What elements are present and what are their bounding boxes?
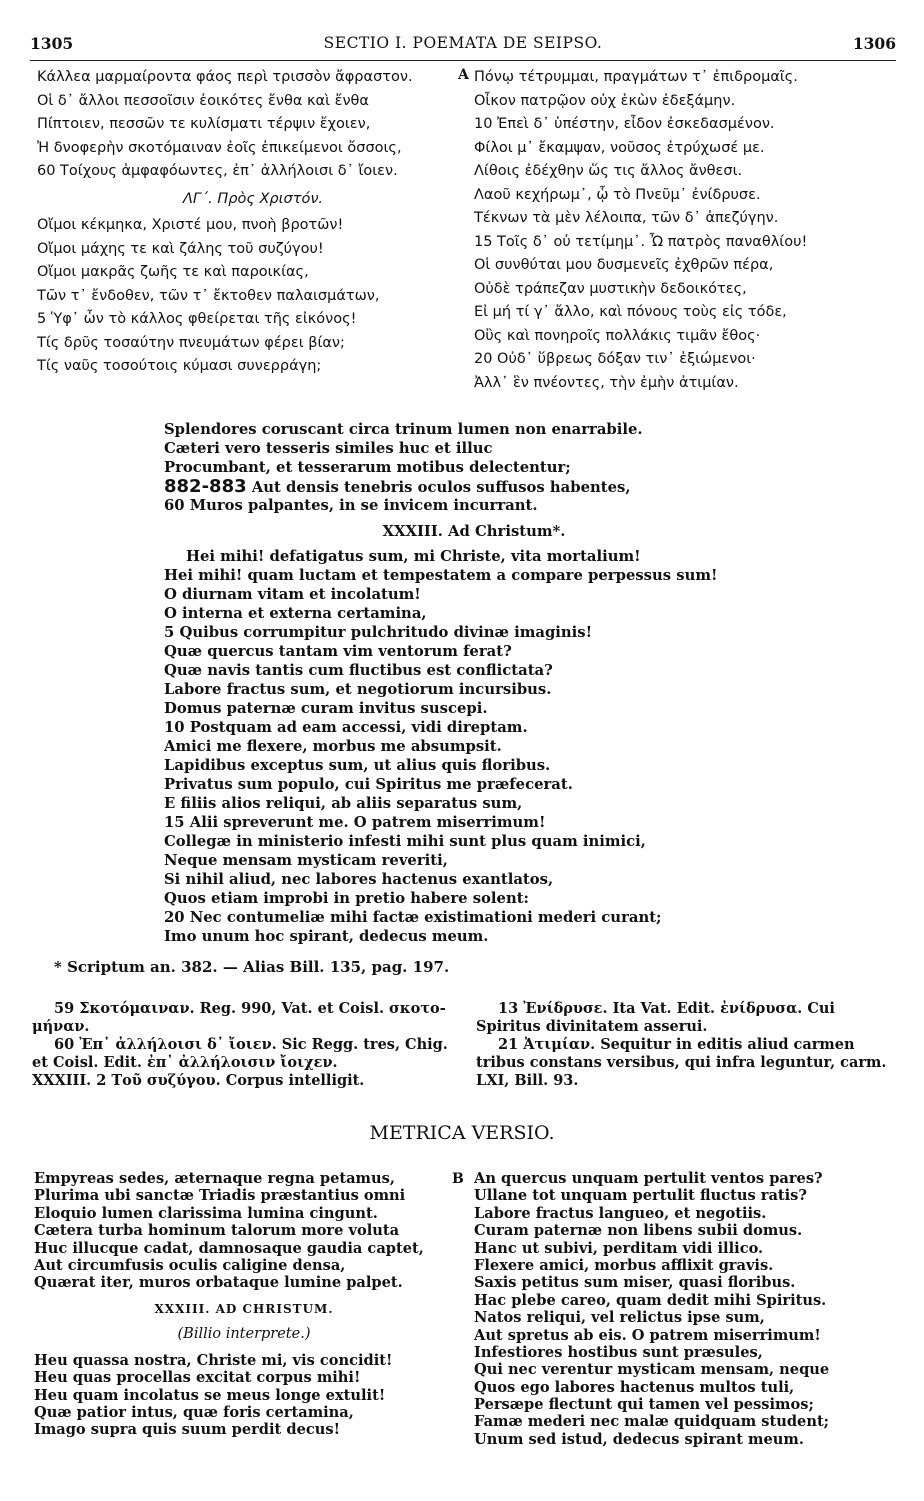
metrica-verse-line: Plurima ubi sanctæ Triadis præstantius omni	[34, 1187, 406, 1205]
critical-note: 13 Ἐνίδρυσε. Ita Vat. Edit. ἐνίδρυσα. Cui Spiritus divinitatem asserui.	[476, 1000, 835, 1035]
latin-verse-line: Si nihil aliud, nec labores hactenus exantlatos,	[164, 871, 554, 888]
latin-verse-line: O diurnam vitam et incolatum!	[164, 586, 421, 603]
metrica-verse-line: Infestiores hostibus sunt præsules,	[474, 1343, 763, 1361]
greek-verse-line: Οἱ δ᾽ ἄλλοι πεσσοῖσιν ἐοικότες ἔνθα καὶ ἔνθα	[37, 92, 369, 109]
metrica-heading: METRICA VERSIO.	[369, 1122, 555, 1144]
column-reference-number: 882-883	[164, 476, 247, 497]
greek-verse-line: Εἰ μή τί γ᾽ ἄλλο, καὶ πόνους τοὺς εἰς τόδε,	[474, 304, 787, 320]
metrica-verse-line: Heu quassa nostra, Christe mi, vis concidit!	[34, 1351, 393, 1369]
latin-verse-line: Domus paternæ curam invitus suscepi.	[164, 700, 488, 717]
metrica-right-column	[474, 1170, 894, 1448]
critical-note: 21 Ἀτιμίαν. Sequitur in editis aliud carmen tribus constans versibus, qui infra leguntur, carm. LXI, Bill. 93.	[476, 1036, 887, 1089]
greek-poem-title: ΛΓ΄. Πρὸς Χριστόν.	[182, 190, 324, 207]
metrica-verse-line: Aut circumfusis oculis caligine densa,	[34, 1256, 346, 1274]
latin-verse-line: 15 Alii spreverunt me. O patrem miserrimum!	[164, 814, 546, 831]
critical-notes-left	[32, 1000, 452, 1090]
latin-verse-line: Hei mihi! defatigatus sum, mi Christe, vita mortalium!	[186, 548, 641, 565]
metrica-verse-line: Ullane tot unquam pertulit fluctus ratis?	[474, 1187, 807, 1205]
metrica-verse-line: Heu quas procellas excitat corpus mihi!	[34, 1369, 361, 1387]
latin-verse-line: Labore fractus sum, et negotiorum incursibus.	[164, 681, 552, 698]
greek-verse-line: Ἠ δνοφερὴν σκοτόμαιναν ἐοῖς ἐπικείμενοι ὄσσοις,	[37, 139, 402, 156]
header-rule	[30, 60, 896, 61]
latin-verse-line: Collegæ in ministerio infesti mihi sunt plus quam inimici,	[164, 833, 646, 850]
greek-verse-line: 60 Τοίχους ἀμφαφόωντες, ἐπ᾽ ἀλλήλοισι δ᾽ ἴοιεν.	[37, 163, 398, 179]
latin-verse-line: Lapidibus exceptus sum, ut alius quis floribus.	[164, 757, 551, 774]
latin-verse-line: E filiis alios reliqui, ab aliis separatus sum,	[164, 795, 523, 812]
footnote-date: * Scriptum an. 382. — Alias Bill. 135, pag. 197.	[54, 958, 450, 976]
metrica-verse-line: Cætera turba hominum talorum more voluta	[34, 1222, 400, 1240]
margin-letter-a: A	[458, 67, 469, 83]
greek-verse-line: Οἴμοι μάχης τε καὶ ζάλης τοῦ συζύγου!	[37, 240, 324, 257]
greek-verse-line: Οἶκον πατρῷον οὐχ ἑκὼν ἐδεξάμην.	[474, 92, 736, 109]
latin-translation	[164, 420, 784, 946]
latin-verse-line-ref	[164, 477, 784, 496]
greek-right-column	[474, 66, 894, 395]
page-number-left: 1305	[30, 34, 74, 53]
metrica-verse-line: Imago supra quis suum perdit decus!	[34, 1421, 340, 1439]
latin-poem-title: XXXIII. Ad Christum*.	[382, 523, 566, 540]
metrica-verse-line: Huc illucque cadat, damnosaque gaudia captet,	[34, 1239, 424, 1257]
latin-verse-line: 10 Postquam ad eam accessi, vidi direptam.	[164, 719, 528, 736]
greek-verse-line: Οἱ συνθύται μου δυσμενεῖς ἐχθρῶν πέρα,	[474, 257, 774, 273]
margin-letter-b: B	[452, 1171, 464, 1187]
critical-note: XXXIII. 2 Τοῦ συζύγου. Corpus intelligit.	[32, 1072, 365, 1089]
page-number-right: 1306	[852, 34, 896, 53]
greek-verse-line: Οὓς καὶ πονηροῖς πολλάκις τιμᾶν ἔθος·	[474, 327, 761, 344]
metrica-verse-line: Hac plebe careo, quam dedit mihi Spiritus.	[474, 1291, 827, 1309]
metrica-verse-line: Labore fractus langueo, et negotiis.	[474, 1204, 767, 1222]
metrica-verse-line: Quos ego labores hactenus multos tuli,	[474, 1378, 795, 1396]
metrica-verse-line: Flexere amici, morbus afflixit gravis.	[474, 1256, 774, 1274]
running-header	[30, 34, 896, 56]
critical-notes-right	[476, 1000, 896, 1090]
latin-verse-line: Neque mensam mysticam reveriti,	[164, 852, 448, 869]
metrica-verse-line: Persæpe flectunt qui tamen vel pessimos;	[474, 1396, 814, 1414]
metrica-verse-line: Quæ patior intus, quæ foris certamina,	[34, 1403, 354, 1421]
greek-verse-line: 15 Τοῖς δ᾽ οὐ τετίμημ᾽. Ὦ πατρὸς παναθλίου!	[474, 233, 808, 250]
metrica-verse-line: Hanc ut subivi, perditam vidi illico.	[474, 1239, 764, 1257]
greek-verse-line: Φίλοι μ᾽ ἔκαμψαν, νοῦσος ἐτρύχωσέ με.	[474, 139, 765, 156]
metrica-verse-line: Saxis petitus sum miser, quasi floribus.	[474, 1274, 796, 1292]
critical-note: 59 Σκοτόμαιναν. Reg. 990, Vat. et Coisl. σκοτο-μήναν.	[32, 1000, 446, 1035]
metrica-verse-line: An quercus unquam pertulit ventos pares?	[474, 1170, 823, 1187]
greek-verse-line: 5 Ὑφ᾽ ὧν τὸ κάλλος φθείρεται τῆς εἰκόνος!	[37, 311, 357, 327]
metrica-verse-line: Curam paternæ non libens subii domus.	[474, 1222, 803, 1240]
metrica-left-column	[34, 1170, 454, 1439]
metrica-verse-line: Quærat iter, muros orbataque lumine palpet.	[34, 1274, 403, 1292]
greek-verse-line: Ἀλλ᾽ ἓν πνέοντες, τὴν ἐμὴν ἀτιμίαν.	[474, 374, 739, 391]
latin-verse-line: Quæ navis tantis cum fluctibus est conflictata?	[164, 662, 553, 679]
greek-verse-line: Οἴμοι μακρᾶς ζωῆς τε καὶ παροικίας,	[37, 264, 309, 280]
greek-verse-line: Πίπτοιεν, πεσσῶν τε κυλίσματι τέρψιν ἔχοιεν,	[37, 116, 371, 132]
latin-verse-line: 60 Muros palpantes, in se invicem incurrant.	[164, 497, 538, 514]
latin-verse-line: 20 Nec contumeliæ mihi factæ existimationi mederi curant;	[164, 909, 662, 926]
latin-verse-line: Imo unum hoc spirant, dedecus meum.	[164, 928, 489, 945]
greek-verse-line: Οἴμοι κέκμηκα, Χριστέ μου, πνοὴ βροτῶν!	[37, 217, 344, 233]
metrica-sub-title: XXXIII. AD CHRISTUM.	[154, 1301, 334, 1316]
latin-verse-line: 5 Quibus corrumpitur pulchritudo divinæ imaginis!	[164, 624, 593, 641]
metrica-verse-line: Qui nec verentur mysticam mensam, neque	[474, 1361, 830, 1379]
greek-verse-line: 20 Οὐδ᾽ ὕβρεως δόξαν τιν᾽ ἐξιώμενοι·	[474, 351, 756, 367]
latin-verse-text: Aut densis tenebris oculos suffusos habentes,	[246, 479, 631, 496]
greek-verse-line: Τίς ναῦς τοσούτοις κύμασι συνερράγη;	[37, 358, 322, 374]
latin-verse-line: Splendores coruscant circa trinum lumen non enarrabile.	[164, 421, 643, 438]
greek-verse-line: Λαοῦ κεχήρωμ᾽, ᾧ τὸ Πνεῦμ᾽ ἐνίδρυσε.	[474, 186, 761, 203]
greek-verse-line: 10 Ἐπεὶ δ᾽ ὑπέστην, εἶδον ἐσκεδασμένον.	[474, 116, 775, 132]
latin-verse-line: Quos etiam improbi in pretio habere solent:	[164, 890, 529, 907]
latin-verse-line: Cæteri vero tesseris similes huc et illuc	[164, 440, 493, 457]
metrica-verse-line: Aut spretus ab eis. O patrem miserrimum!	[474, 1326, 821, 1344]
greek-verse-line: Πόνῳ τέτρυμμαι, πραγμάτων τ᾽ ἐπιδρομαῖς.	[474, 69, 798, 85]
greek-verse-line: Λίθοις ἐδέχθην ὥς τις ἄλλος ἄνθεσι.	[474, 163, 743, 179]
metrica-verse-line: Natos reliqui, vel relictus ipse sum,	[474, 1309, 765, 1327]
critical-note: 60 Ἐπ᾽ ἀλλήλοισι δ᾽ ἴοιεν. Sic Regg. tres, Chig. et Coisl. Edit. ἐπ᾽ ἀλλήλοισιν ἴοιχεν.	[32, 1036, 448, 1071]
greek-left-column	[37, 66, 469, 379]
metrica-verse-line: Empyreas sedes, æternaque regna petamus,	[34, 1170, 395, 1187]
greek-verse-line: Τῶν τ᾽ ἔνδοθεν, τῶν τ᾽ ἔκτοθεν παλαισμάτων,	[37, 287, 380, 304]
greek-verse-line: Τέκνων τὰ μὲν λέλοιπα, τῶν δ᾽ ἀπεζύγην.	[474, 210, 779, 226]
latin-verse-line: O interna et externa certamina,	[164, 605, 427, 622]
metrica-verse-line: Unum sed istud, dedecus spirant meum.	[474, 1430, 804, 1448]
running-title: SECTIO I. POEMATA DE SEIPSO.	[323, 34, 603, 52]
metrica-verse-line: Heu quam incolatus se meus longe extulit!	[34, 1386, 386, 1404]
greek-verse-line: Κάλλεα μαρμαίροντα φάος περὶ τρισσὸν ἄφραστον.	[37, 69, 413, 85]
latin-verse-line: Quæ quercus tantam vim ventorum ferat?	[164, 643, 512, 660]
latin-verse-line: Hei mihi! quam luctam et tempestatem a compare perpessus sum!	[164, 567, 718, 584]
latin-verse-line: Procumbant, et tesserarum motibus delectentur;	[164, 459, 571, 476]
latin-verse-line: Amici me flexere, morbus me absumpsit.	[164, 738, 502, 755]
greek-verse-line: Οὐδὲ τράπεζαν μυστικὴν δεδοικότες,	[474, 280, 747, 297]
latin-verse-line: Privatus sum populo, cui Spiritus me præfecerat.	[164, 776, 573, 793]
greek-verse-line: Τίς δρῦς τοσαύτην πνευμάτων φέρει βίαν;	[37, 334, 345, 351]
metrica-interpreter: (Billio interprete.)	[177, 1325, 311, 1342]
metrica-verse-line: Famæ mederi nec malæ quidquam student;	[474, 1413, 830, 1431]
metrica-verse-line: Eloquio lumen clarissima lumina cingunt.	[34, 1204, 378, 1222]
